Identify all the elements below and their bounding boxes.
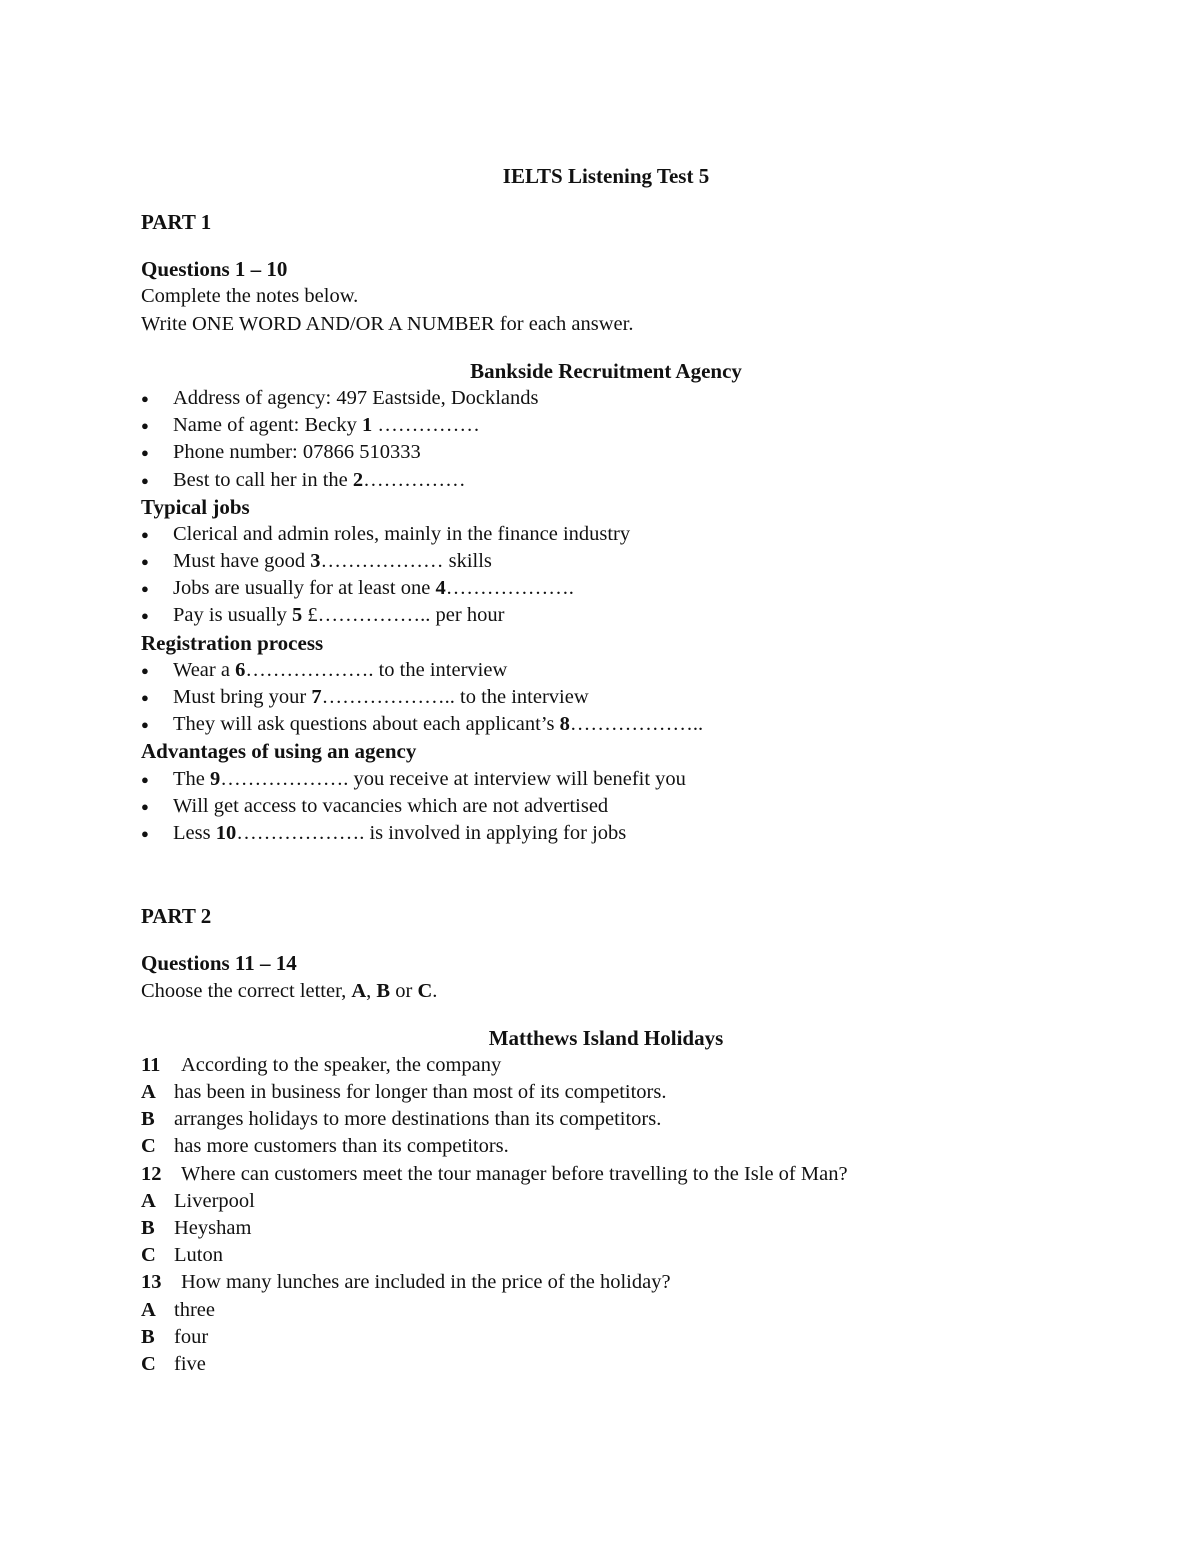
mcq-option-letter: B — [141, 1108, 155, 1131]
question-number: 6 — [235, 658, 246, 681]
part1-instruction-1: Complete the notes below. — [141, 285, 359, 308]
mcq-option-text: five — [174, 1352, 206, 1375]
mcq-option-letter: B — [141, 1325, 155, 1348]
mcq-option-text: Luton — [174, 1244, 223, 1267]
answer-blank: ……………… skills — [320, 550, 492, 573]
answer-blank: ………………. to the interview — [245, 658, 508, 681]
bullet-text: Best to call her in the — [173, 468, 353, 491]
registration-heading: Registration process — [141, 630, 324, 655]
mcq-option-letter: A — [141, 1081, 156, 1104]
instruction-text: Choose the correct letter, — [141, 979, 352, 1002]
document-title: IELTS Listening Test 5 — [502, 164, 710, 188]
answer-blank: £…………….. per hour — [302, 604, 505, 627]
mcq-question-text: According to the speaker, the company — [181, 1053, 502, 1076]
mcq-option-letter: C — [141, 1135, 156, 1158]
question-number: 2 — [352, 468, 364, 491]
mcq-option-letter: C — [141, 1244, 156, 1267]
answer-blank: …………… — [363, 468, 466, 491]
part1-instruction-2: Write ONE WORD AND/OR A NUMBER for each answer. — [141, 312, 634, 335]
bullet-icon: ● — [141, 798, 149, 814]
mcq-question-number: 11 — [141, 1053, 161, 1076]
mcq-option — [141, 1297, 1071, 1324]
bullet-item — [141, 602, 1071, 629]
bullet-text: Clerical and admin roles, mainly in the finance industry — [173, 522, 631, 545]
answer-blank: ……………….. — [569, 713, 704, 736]
bullet-icon: ● — [141, 418, 149, 434]
answer-blank: ………………. is involved in applying for jobs — [236, 821, 627, 844]
mcq-question — [141, 1161, 1071, 1188]
mcq-option — [141, 1079, 1071, 1106]
bullet-icon: ● — [141, 717, 149, 733]
bullet-text: The — [173, 767, 210, 790]
bullet-icon: ● — [141, 690, 149, 705]
agency-notes-list — [141, 385, 1071, 494]
mcq-option-letter: A — [141, 1298, 156, 1321]
bullet-text: Must bring your — [173, 686, 312, 708]
mcq-option — [141, 1188, 1071, 1215]
section-title: Matthews Island Holidays — [488, 1025, 724, 1050]
bullet-text: Phone number: 07866 510333 — [173, 441, 421, 464]
advantages-heading: Advantages of using an agency — [141, 739, 417, 764]
part1-questions-range: Questions 1 – 10 — [141, 257, 288, 282]
bullet-icon: ● — [141, 581, 149, 597]
part2-instruction — [141, 978, 1071, 1005]
mcq-question-text: How many lunches are included in the price of the holiday? — [181, 1271, 671, 1294]
bullet-text: Jobs are usually for at least one — [173, 577, 436, 600]
bullet-item — [141, 412, 1071, 439]
document-content — [141, 161, 1071, 1378]
mcq-option-text: has more customers than its competitors. — [174, 1135, 509, 1158]
bullet-icon: ● — [141, 608, 149, 624]
mcq-option-text: four — [174, 1325, 209, 1348]
instruction-sep: , — [366, 979, 377, 1002]
mcq-option-text: has been in business for longer than most of its competitors. — [174, 1081, 667, 1104]
bullet-icon: ● — [141, 526, 149, 542]
question-number: 10 — [215, 821, 237, 844]
bullet-text: Wear a — [173, 658, 236, 681]
bullet-icon: ● — [141, 554, 149, 570]
bullet-icon: ● — [141, 445, 149, 461]
mcq-option — [141, 1133, 1071, 1160]
mcq-option-letter: C — [141, 1352, 156, 1375]
mcq-option-letter: B — [141, 1217, 155, 1239]
jobs-notes-list — [141, 521, 1071, 630]
notes-title: Bankside Recruitment Agency — [470, 358, 742, 383]
mcq-option-letter: A — [141, 1189, 156, 1212]
question-number: 7 — [311, 686, 322, 708]
bullet-item — [141, 711, 1071, 738]
bullet-text: They will ask questions about each applicant’s — [173, 713, 560, 736]
jobs-heading: Typical jobs — [141, 494, 250, 519]
bullet-item — [141, 820, 1071, 847]
mcq-option — [141, 1106, 1071, 1133]
bullet-icon: ● — [141, 771, 149, 787]
bullet-item — [141, 793, 1071, 820]
bullet-text: Pay is usually — [173, 604, 293, 627]
question-number: 4 — [435, 577, 446, 600]
answer-blank: …………… — [372, 414, 480, 437]
mcq-question-number: 13 — [141, 1271, 162, 1294]
mcq-option — [141, 1351, 1071, 1378]
mcq-question-text: Where can customers meet the tour manager before travelling to the Isle of Man? — [181, 1162, 848, 1185]
instruction-end: . — [432, 979, 438, 1002]
part2-label: PART 2 — [141, 904, 212, 929]
answer-blank: ………………. you receive at interview will benefit you — [220, 767, 686, 790]
letter-c: C — [417, 979, 433, 1002]
bullet-icon: ● — [141, 662, 149, 678]
question-number: 1 — [361, 414, 373, 437]
mcq-option — [141, 1324, 1071, 1351]
letter-b: B — [376, 979, 391, 1002]
bullet-item — [141, 385, 1071, 412]
mcq-list — [141, 1052, 1071, 1378]
question-number: 8 — [559, 713, 570, 736]
mcq-option — [141, 1242, 1071, 1269]
part1-label: PART 1 — [141, 210, 212, 234]
bullet-text: Must have good — [173, 550, 311, 573]
mcq-option — [141, 1215, 1071, 1242]
advantages-notes-list — [141, 766, 1071, 848]
question-number: 3 — [310, 550, 321, 573]
mcq-question-number: 12 — [141, 1162, 162, 1185]
question-number: 5 — [292, 604, 303, 627]
instruction-sep: or — [390, 979, 418, 1002]
letter-a: A — [351, 979, 367, 1002]
answer-blank: ……………….. to the interview — [321, 686, 589, 708]
mcq-question — [141, 1269, 1071, 1296]
bullet-item — [141, 521, 1071, 548]
part2-questions-range: Questions 11 – 14 — [141, 951, 297, 976]
bullet-text: Will get access to vacancies which are not advertised — [173, 794, 609, 817]
bullet-text: Name of agent: Becky — [173, 414, 362, 437]
bullet-item — [141, 467, 1071, 494]
bullet-item — [141, 766, 1071, 793]
mcq-option-text: three — [174, 1298, 215, 1321]
mcq-option-text: Liverpool — [174, 1189, 255, 1212]
mcq-option-text: arranges holidays to more destinations than its competitors. — [174, 1108, 662, 1131]
question-number: 9 — [210, 767, 221, 790]
bullet-item — [141, 575, 1071, 602]
registration-notes-list — [141, 657, 1071, 739]
bullet-item — [141, 684, 1071, 711]
bullet-icon: ● — [141, 390, 149, 406]
bullet-item — [141, 548, 1071, 575]
bullet-icon: ● — [141, 472, 149, 488]
bullet-item — [141, 439, 1071, 466]
answer-blank: ………………. — [445, 577, 574, 600]
mcq-option-text: Heysham — [174, 1217, 252, 1239]
bullet-item — [141, 657, 1071, 684]
mcq-question — [141, 1052, 1071, 1079]
bullet-text: Address of agency: 497 Eastside, Docklands — [173, 386, 539, 409]
bullet-text: Less — [173, 821, 216, 844]
bullet-icon: ● — [141, 825, 149, 841]
